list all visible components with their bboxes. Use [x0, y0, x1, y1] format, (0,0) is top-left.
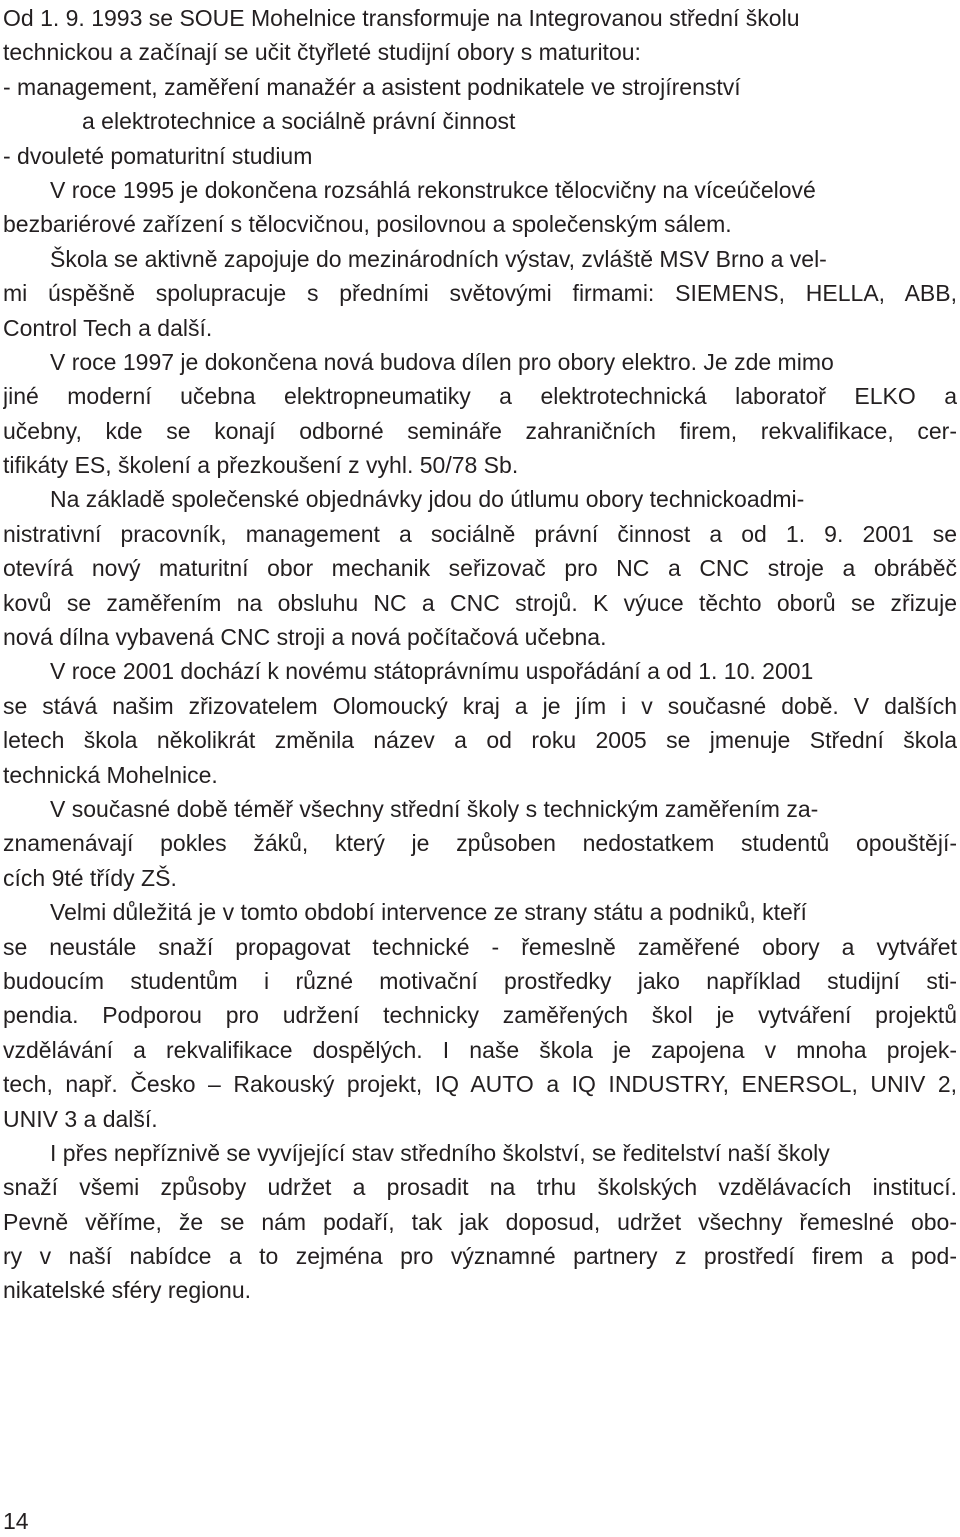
text-line: cích 9té třídy ZŠ. — [3, 864, 177, 891]
page-number: 14 — [3, 1508, 29, 1534]
text-line: se stává našim zřizovatelem Olomoucký kraj a je jím i v současné době. V dalších — [3, 692, 957, 719]
text-line: letech škola několikrát změnila název a od roku 2005 se jmenuje Střední škola — [3, 727, 957, 754]
text-line: snaží všemi způsoby udržet a prosadit na trhu školských vzdělávacích institucí. — [3, 1174, 957, 1201]
text-line: jiné moderní učebna elektropneumatiky a elektrotechnická laboratoř ELKO a — [3, 383, 957, 410]
text-line: vzdělávání a rekvalifikace dospělých. I naše škola je zapojena v mnoha projek- — [3, 1036, 957, 1063]
text-line: Škola se aktivně zapojuje do mezinárodních výstav, zvláště MSV Brno a vel- — [50, 245, 827, 272]
text-line: I přes nepříznivě se vyvíjející stav středního školství, se ředitelství naší školy — [50, 1139, 830, 1166]
text-line: Control Tech a další. — [3, 314, 213, 341]
text-line: se neustále snaží propagovat technické - řemeslně zaměřené obory a vytvářet — [3, 933, 957, 960]
text-line: V roce 1997 je dokončena nová budova dílen pro obory elektro. Je zde mimo — [50, 348, 834, 375]
text-line: bezbariérové zařízení s tělocvičnou, posilovnou a společenským sálem. — [3, 211, 732, 238]
text-line: Od 1. 9. 1993 se SOUE Mohelnice transformuje na Integrovanou střední školu — [3, 5, 800, 31]
text-line: tifikáty ES, školení a přezkoušení z vyhl. 50/78 Sb. — [3, 452, 519, 479]
text-line: nikatelské sféry regionu. — [3, 1277, 252, 1304]
text-line: - management, zaměření manažér a asistent podnikatele ve strojírenství — [3, 73, 741, 100]
body-text — [3, 0, 957, 1308]
text-line: Na základě společenské objednávky jdou do útlumu obory technickoadmi- — [50, 486, 805, 513]
text-line: UNIV 3 a další. — [3, 1105, 158, 1132]
text-line: znamenávají pokles žáků, který je způsoben nedostatkem studentů opouštějí- — [3, 830, 957, 857]
text-line: učebny, kde se konají odborné semináře zahraničních firem, rekvalifikace, cer- — [3, 417, 957, 444]
text-line: pendia. Podporou pro udržení technicky zaměřených škol je vytváření projektů — [3, 1002, 957, 1029]
text-line: budoucím studentům i různé motivační prostředky jako například studijní sti- — [3, 967, 957, 994]
text-line: tech, např. Česko – Rakouský projekt, IQ AUTO a IQ INDUSTRY, ENERSOL, UNIV 2, — [3, 1071, 957, 1098]
text-line: otevírá nový maturitní obor mechanik seřizovač pro NC a CNC stroje a obráběč — [3, 555, 957, 582]
text-line: V současné době téměř všechny střední školy s technickým zaměřením za- — [50, 795, 819, 822]
text-line: mi úspěšně spolupracuje s předními světovými firmami: SIEMENS, HELLA, ABB, — [3, 280, 957, 307]
text-line: - dvouleté pomaturitní studium — [3, 142, 313, 169]
text-line: technickou a začínají se učit čtyřleté studijní obory s maturitou: — [3, 39, 641, 66]
text-line: kovů se zaměřením na obsluhu NC a CNC strojů. K výuce těchto oborů se zřizuje — [3, 589, 957, 616]
text-line: nistrativní pracovník, management a sociálně právní činnost a od 1. 9. 2001 se — [3, 520, 957, 547]
text-line: V roce 1995 je dokončena rozsáhlá rekonstrukce tělocvičny na víceúčelové — [50, 176, 816, 203]
text-line: V roce 2001 dochází k novému státoprávnímu uspořádání a od 1. 10. 2001 — [50, 658, 814, 685]
text-line: nová dílna vybavená CNC stroji a nová počítačová učebna. — [3, 624, 607, 651]
text-line: Velmi důležitá je v tomto období intervence ze strany státu a podniků, kteří — [50, 899, 807, 926]
document-page — [3, 0, 957, 1537]
text-line: a elektrotechnice a sociálně právní činnost — [82, 108, 516, 135]
text-line: technická Mohelnice. — [3, 761, 218, 788]
text-line: Pevně věříme, že se nám podaří, tak jak doposud, udržet všechny řemeslné obo- — [3, 1208, 957, 1235]
text-line: ry v naší nabídce a to zejména pro významné partnery z prostředí firem a pod- — [3, 1243, 957, 1270]
